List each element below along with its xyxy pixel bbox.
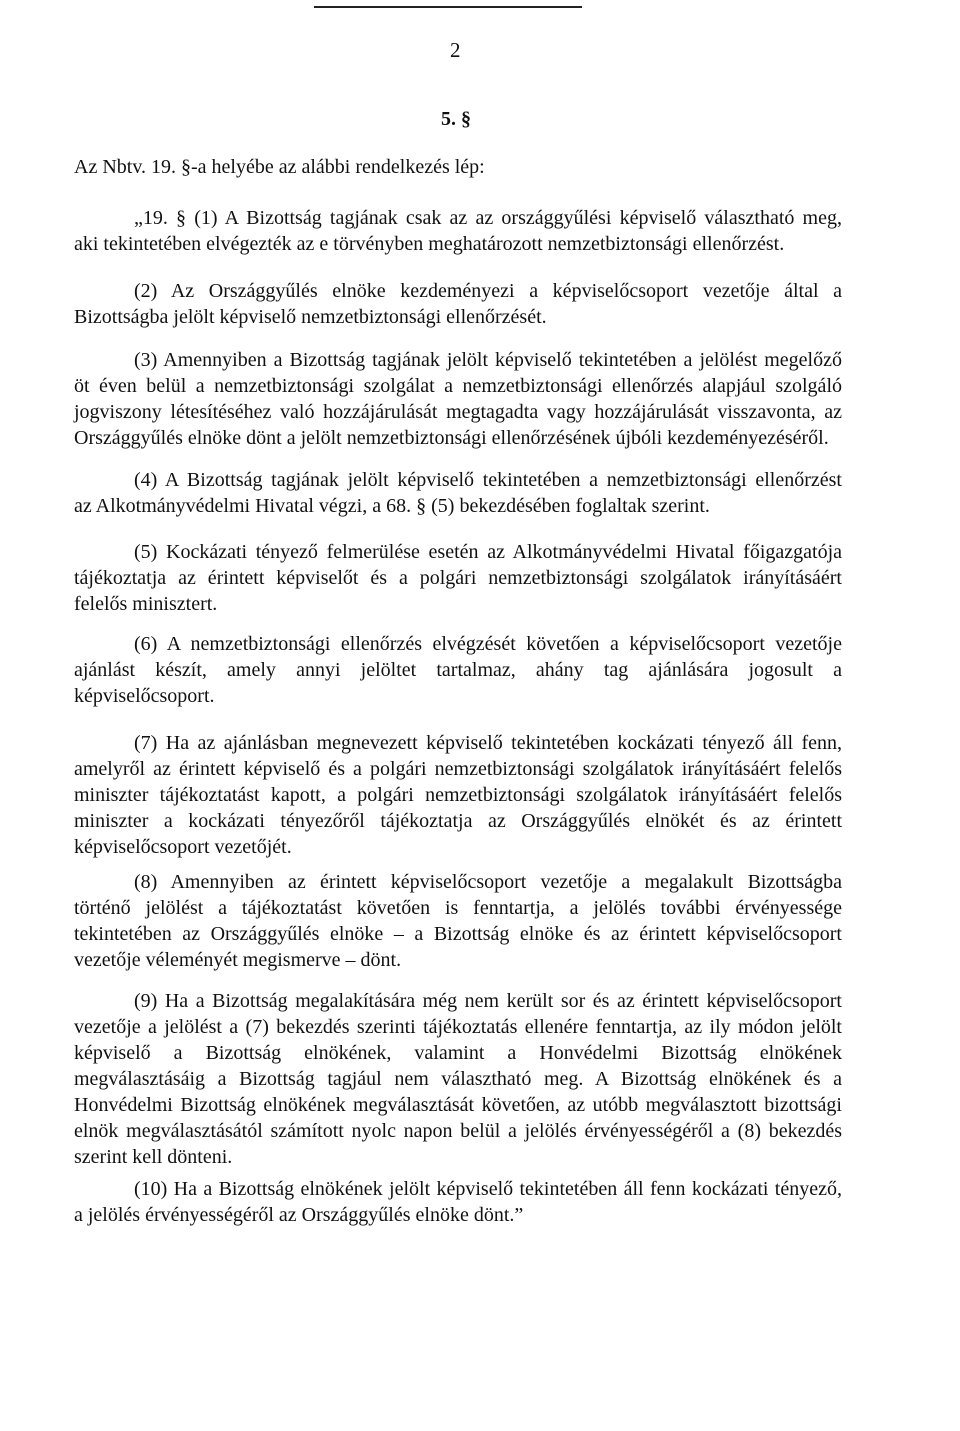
section-heading: 5. §	[441, 108, 471, 130]
paragraph-9	[74, 988, 842, 1170]
header-rule	[314, 6, 582, 8]
paragraph-1	[74, 205, 842, 257]
paragraph-line: vezetője a jelölést a (7) bekezdés szerinti tájékoztatás ellenére fenntartja, az ily módon jelölt	[74, 1016, 842, 1038]
paragraph-line: szerint kell dönteni.	[74, 1146, 233, 1168]
paragraph-10	[74, 1176, 842, 1228]
paragraph-line: (2) Az Országgyűlés elnöke kezdeményezi a képviselőcsoport vezetője által a	[134, 280, 842, 302]
paragraph-line: öt éven belül a nemzetbiztonsági szolgálat a nemzetbiztonsági ellenőrzés alapjául szolgáló	[74, 375, 842, 397]
paragraph-line: felelős minisztert.	[74, 593, 218, 615]
page-number: 2	[450, 38, 461, 62]
paragraph-line: (8) Amennyiben az érintett képviselőcsoport vezetője a megalakult Bizottságba	[134, 871, 842, 893]
paragraph-line: (7) Ha az ajánlásban megnevezett képviselő tekintetében kockázati tényező áll fenn,	[134, 732, 842, 754]
paragraph-line: miniszter a kockázati tényezőről tájékoztatja az Országgyűlés elnökét és az érintett	[74, 810, 842, 832]
paragraph-line: képviselőcsoport vezetőjét.	[74, 836, 292, 858]
paragraph-line: (10) Ha a Bizottság elnökének jelölt képviselő tekintetében áll fenn kockázati tényező,	[134, 1178, 842, 1200]
paragraph-line: (4) A Bizottság tagjának jelölt képviselő tekintetében a nemzetbiztonsági ellenőrzést	[134, 469, 842, 491]
paragraph-3	[74, 347, 842, 451]
paragraph-line: történő jelölést a tájékoztatást követően is fenntartja, a jelölés további érvényessége	[74, 897, 842, 919]
paragraph-6	[74, 631, 842, 709]
paragraph-line: tekintetében az Országgyűlés elnöke – a Bizottság elnöke és az érintett képviselőcsoport	[74, 923, 842, 945]
paragraph-line: amelyről az érintett képviselő és a polgári nemzetbiztonsági szolgálatok irányításáért felelős	[74, 758, 842, 780]
paragraph-2	[74, 278, 842, 330]
paragraph-line: Bizottságba jelölt képviselő nemzetbiztonsági ellenőrzését.	[74, 306, 547, 328]
paragraph-4	[74, 467, 842, 519]
paragraph-line: (5) Kockázati tényező felmerülése esetén az Alkotmányvédelmi Hivatal főigazgatója	[134, 541, 842, 563]
paragraph-line: Honvédelmi Bizottság elnökének megválasztását követően, az utóbb megválasztott bizottsági	[74, 1094, 842, 1116]
paragraph-line: képviselőcsoport.	[74, 685, 215, 707]
intro-text: Az Nbtv. 19. §-a helyébe az alábbi rendelkezés lép:	[74, 156, 485, 178]
paragraph-7	[74, 730, 842, 860]
paragraph-line: tájékoztatja az érintett képviselőt és a polgári nemzetbiztonsági szolgálatok irányításáért	[74, 567, 842, 589]
paragraph-line: elnök megválasztásától számított nyolc napon belül a jelölés érvényességéről a (8) bekezdés	[74, 1120, 842, 1142]
paragraph-line: megválasztásáig a Bizottság tagjául nem választható meg. A Bizottság elnökének és a	[74, 1068, 842, 1090]
paragraph-line: Országgyűlés elnöke dönt a jelölt nemzetbiztonsági ellenőrzésének újbóli kezdeményezéséről.	[74, 427, 829, 449]
paragraph-line: ajánlást készít, amely annyi jelöltet tartalmaz, ahány tag ajánlására jogosult a	[74, 659, 842, 681]
paragraph-line: (6) A nemzetbiztonsági ellenőrzés elvégzését követően a képviselőcsoport vezetője	[134, 633, 842, 655]
paragraph-line: „19. § (1) A Bizottság tagjának csak az az országgyűlési képviselő választható meg,	[134, 207, 842, 229]
paragraph-line: képviselő a Bizottság elnökének, valamint a Honvédelmi Bizottság elnökének	[74, 1042, 842, 1064]
paragraph-line: miniszter tájékoztatást kapott, a polgári nemzetbiztonsági szolgálatok irányításáért felelős	[74, 784, 842, 806]
paragraph-line: jogviszony létesítéséhez való hozzájárulását megtagadta vagy hozzájárulását visszavonta, az	[74, 401, 842, 423]
paragraph-8	[74, 869, 842, 973]
paragraph-line: a jelölés érvényességéről az Országgyűlés elnöke dönt.”	[74, 1204, 524, 1226]
paragraph-line: (3) Amennyiben a Bizottság tagjának jelölt képviselő tekintetében a jelölést megelőző	[134, 349, 842, 371]
paragraph-5	[74, 539, 842, 617]
paragraph-line: (9) Ha a Bizottság megalakítására még nem került sor és az érintett képviselőcsoport	[134, 990, 842, 1012]
paragraph-line: vezetője véleményét megismerve – dönt.	[74, 949, 402, 971]
paragraph-line: aki tekintetében elvégezték az e törvényben meghatározott nemzetbiztonsági ellenőrzést.	[74, 233, 785, 255]
paragraph-line: az Alkotmányvédelmi Hivatal végzi, a 68. § (5) bekezdésében foglaltak szerint.	[74, 495, 710, 517]
